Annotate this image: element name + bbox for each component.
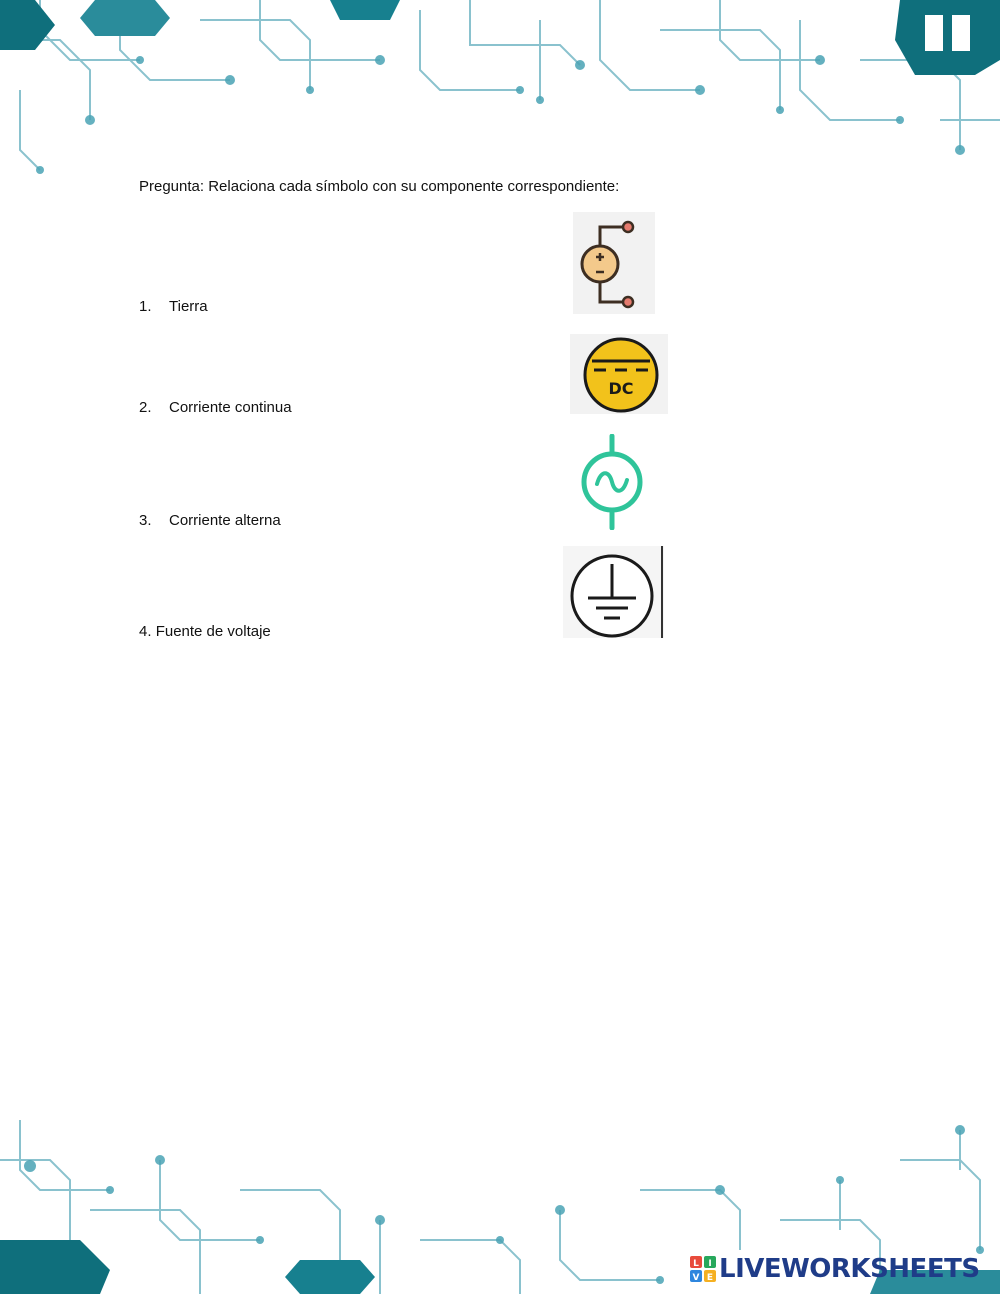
logo-badge-letter: E xyxy=(706,1273,714,1282)
liveworksheets-logo xyxy=(690,1254,980,1284)
list-item-fuente-de-voltaje xyxy=(139,623,271,640)
logo-badge-icon xyxy=(690,1256,716,1282)
item-label: Fuente de voltaje xyxy=(155,623,271,640)
logo-text: LIVEWORKSHEETS xyxy=(719,1254,980,1284)
item-number: 1. xyxy=(139,298,152,315)
list-item-corriente-continua xyxy=(139,399,292,416)
item-label: Tierra xyxy=(169,298,208,315)
item-number: 2. xyxy=(139,399,152,416)
voltage-source-icon[interactable] xyxy=(573,212,655,314)
item-number: 4. xyxy=(139,623,152,640)
item-label: Corriente continua xyxy=(169,399,292,416)
item-number: 3. xyxy=(139,512,152,529)
dc-icon[interactable] xyxy=(570,334,668,414)
logo-badge-letter: L xyxy=(693,1259,699,1269)
dc-label: DC xyxy=(608,379,634,398)
question-text: Pregunta: Relaciona cada símbolo con su componente correspondiente: xyxy=(139,178,620,195)
list-item-tierra xyxy=(139,298,208,315)
item-label: Corriente alterna xyxy=(169,512,281,529)
logo-badge-letter: I xyxy=(708,1259,712,1269)
ground-icon[interactable] xyxy=(563,546,664,638)
circuit-border-top xyxy=(0,0,1000,200)
ac-icon[interactable] xyxy=(575,434,649,530)
logo-badge-letter: V xyxy=(692,1273,700,1282)
list-item-corriente-alterna xyxy=(139,512,281,529)
